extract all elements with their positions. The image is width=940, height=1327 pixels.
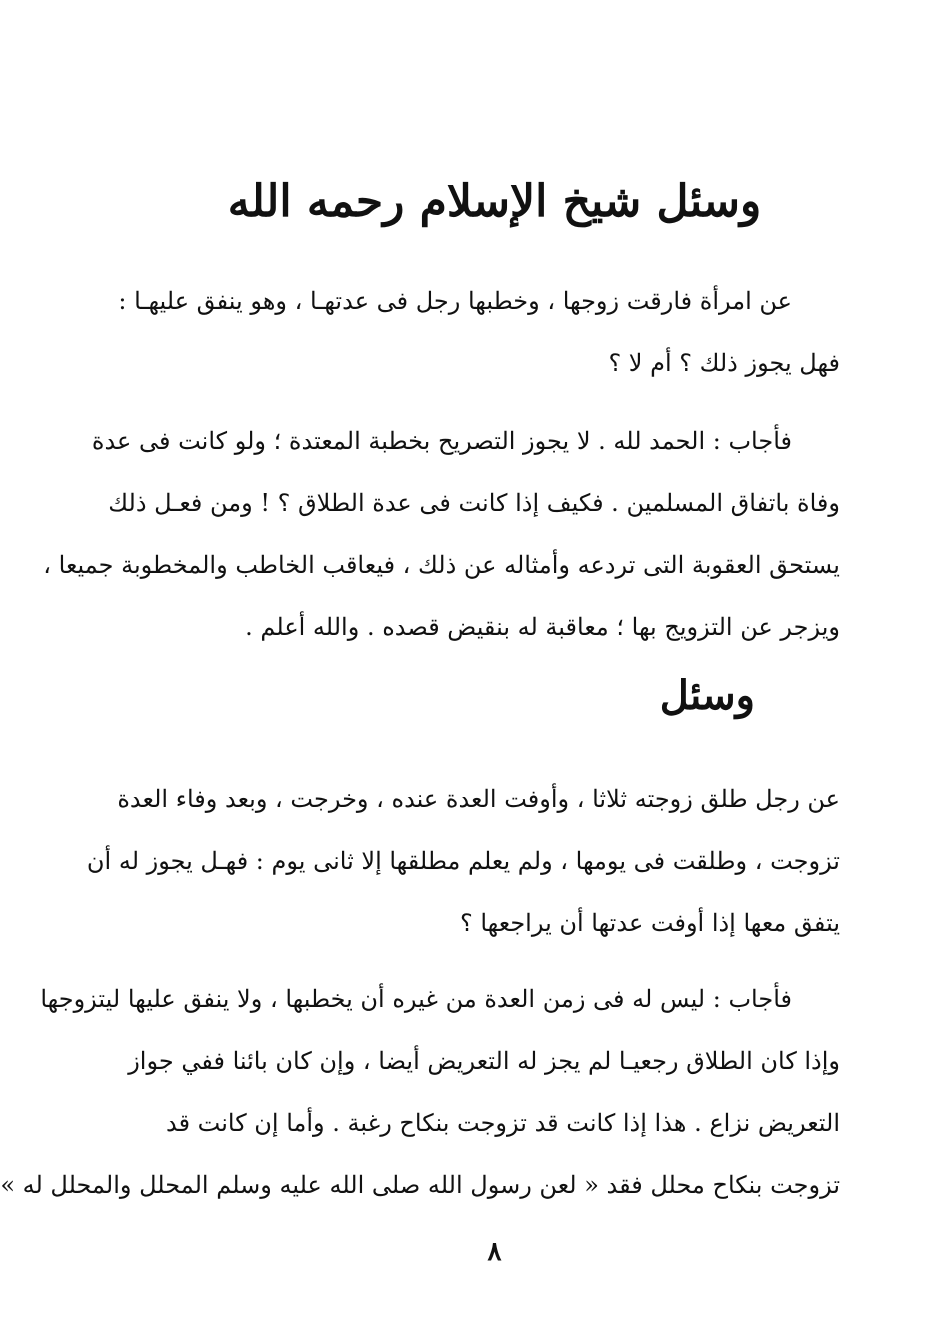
text-line: وفاة باتفاق المسلمين . فكيف إذا كانت فى عدة الطلاق ؟ ! ومن فعـل ذلك	[108, 489, 840, 517]
text-line: تزوجت ، وطلقت فى يومها ، ولم يعلم مطلقها إلا ثانى يوم : فهـل يجوز له أن	[86, 847, 840, 875]
sub-heading: وسئل	[659, 672, 755, 719]
question-paragraph-2	[86, 768, 840, 954]
text-line: التعريض نزاع . هذا إذا كانت قد تزوجت بنكاح رغبة . وأما إن كانت قد	[165, 1109, 840, 1137]
text-line: وإذا كان الطلاق رجعيـا لم يجز له التعريض أيضا ، وإن كان بائنا ففي جواز	[128, 1047, 840, 1075]
answer-paragraph-2	[0, 968, 840, 1216]
text-line: ويزجر عن التزويج بها ؛ معاقبة له بنقيض قصده . والله أعلم .	[245, 613, 840, 641]
question-paragraph-1	[118, 270, 840, 394]
page-number: ٨	[487, 1237, 502, 1267]
text-line: يستحق العقوبة التى تردعه وأمثاله عن ذلك ، فيعاقب الخاطب والمخطوبة جميعا ،	[43, 551, 840, 579]
text-line: فأجاب : الحمد لله . لا يجوز التصريح بخطبة المعتدة ؛ ولو كانت فى عدة	[91, 427, 792, 455]
text-line: يتفق معها إذا أوفت عدتها أن يراجعها ؟	[460, 909, 840, 937]
section-heading: وسئل شيخ الإسلام رحمه الله	[227, 176, 762, 227]
answer-paragraph-1	[43, 410, 840, 658]
text-line: عن امرأة فارقت زوجها ، وخطبها رجل فى عدتهـا ، وهو ينفق عليهـا :	[118, 287, 792, 315]
text-line: فأجاب : ليس له فى زمن العدة من غيره أن يخطبها ، ولا ينفق عليها ليتزوجها	[40, 985, 792, 1013]
text-line: فهل يجوز ذلك ؟ أم لا ؟	[608, 349, 840, 377]
text-line: عن رجل طلق زوجته ثلاثا ، وأوفت العدة عنده ، وخرجت ، وبعد وفاء العدة	[117, 785, 840, 813]
text-line: تزوجت بنكاح محلل فقد « لعن رسول الله صلى الله عليه وسلم المحلل والمحلل له »	[0, 1171, 840, 1199]
